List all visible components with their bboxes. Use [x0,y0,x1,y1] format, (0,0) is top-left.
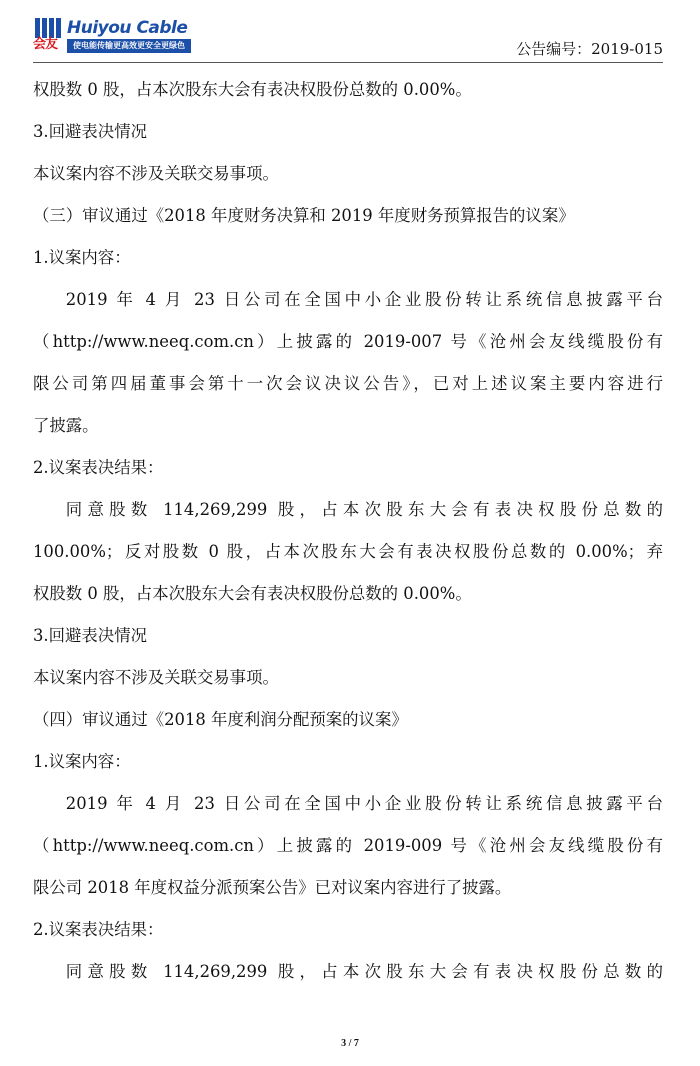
body-line: 限公司 2018 年度权益分派预案公告》已对议案内容进行了披露。 [33,878,512,897]
document-body [33,74,663,988]
logo-mark-icon [33,18,63,54]
page-header [0,0,700,66]
body-line: 本议案内容不涉及关联交易事项。 [33,668,279,687]
body-line: 2019 年 4 月 23 日公司在全国中小企业股份转让系统信息披露平台 [65,290,663,309]
body-line: 100.00%；反对股数 0 股，占本次股东大会有表决权股份总数的 0.00%；弃 [33,542,663,561]
body-line: 2.议案表决结果： [33,458,164,477]
header-divider [33,62,663,63]
body-line: 1.议案内容： [33,752,131,771]
logo-slogan: 使电能传输更高效更安全更绿色 [67,39,191,53]
body-line: 3.回避表决情况 [33,626,147,645]
notice-number: 公告编号：2019-015 [516,40,663,58]
body-line: 本议案内容不涉及关联交易事项。 [33,164,279,183]
body-line: 2.议案表决结果： [33,920,164,939]
body-line: （http://www.neeq.com.cn）上披露的 2019-009 号《沧州会友线缆股份有 [33,836,663,855]
body-line: 1.议案内容： [33,248,131,267]
logo-english-name: Huiyou Cable [67,18,188,38]
logo-chinese-name: 会友 [33,37,58,52]
company-logo [33,18,191,56]
page-number: 3 / 7 [341,1038,359,1049]
body-line: （http://www.neeq.com.cn）上披露的 2019-007 号《沧州会友线缆股份有 [33,332,663,351]
body-line: （三）审议通过《2018 年度财务决算和 2019 年度财务预算报告的议案》 [33,206,575,225]
body-line: 3.回避表决情况 [33,122,147,141]
body-line: 限公司第四届董事会第十一次会议决议公告》，已对上述议案主要内容进行 [33,374,663,393]
body-line: 同意股数 114,269,299 股，占本次股东大会有表决权股份总数的 [65,500,663,519]
body-line: 2019 年 4 月 23 日公司在全国中小企业股份转让系统信息披露平台 [65,794,663,813]
body-line: （四）审议通过《2018 年度利润分配预案的议案》 [33,710,408,729]
body-line: 权股数 0 股，占本次股东大会有表决权股份总数的 0.00%。 [33,584,472,603]
body-line: 了披露。 [33,416,99,435]
body-line: 同意股数 114,269,299 股，占本次股东大会有表决权股份总数的 [65,962,663,981]
body-line: 权股数 0 股，占本次股东大会有表决权股份总数的 0.00%。 [33,80,472,99]
